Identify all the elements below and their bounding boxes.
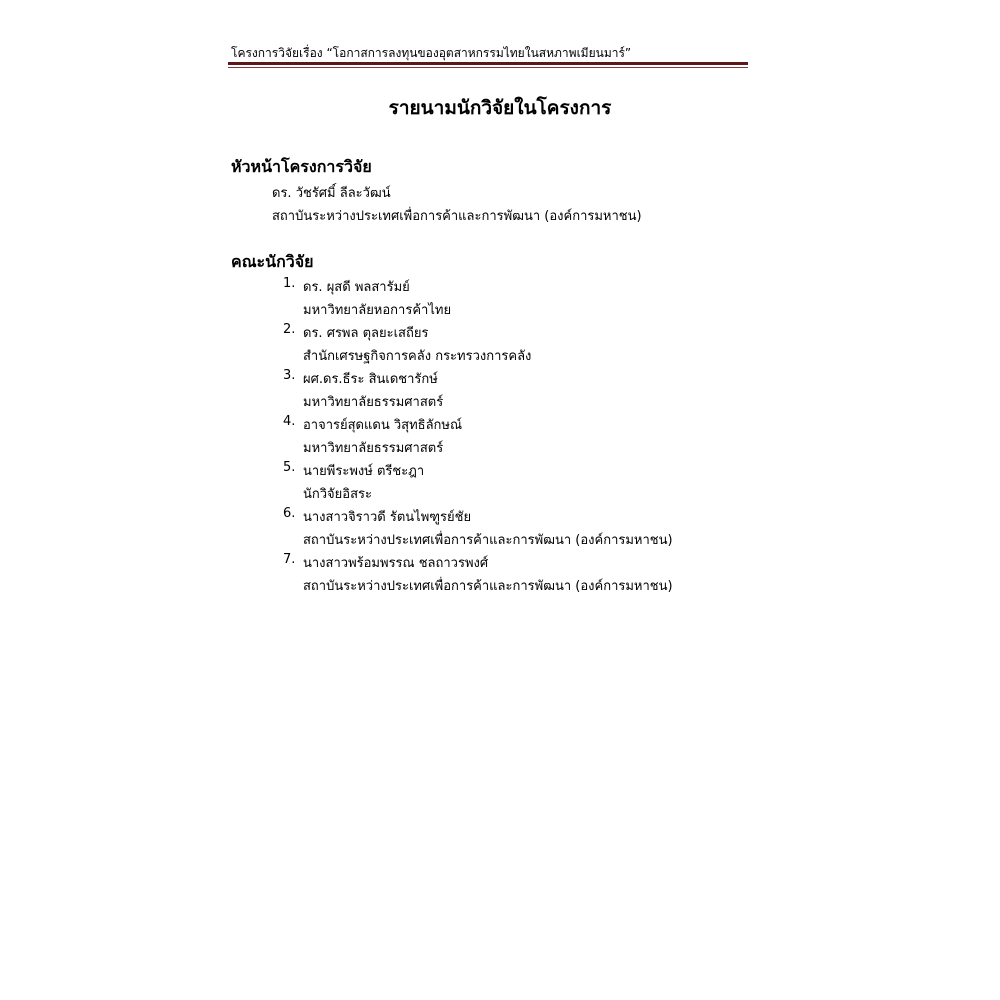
member-organization: มหาวิทยาลัยหอการค้าไทย <box>303 303 452 318</box>
member-name: ดร. ศรพล ตุลยะเสถียร <box>303 326 429 341</box>
member-number: 2. <box>283 322 296 337</box>
member-number: 4. <box>283 414 296 429</box>
member-name: นางสาวจิราวดี รัตนไพฑูรย์ชัย <box>303 510 472 525</box>
member-name: นางสาวพร้อมพรรณ ชลถาวรพงศ์ <box>303 556 489 571</box>
header-project-title: โครงการวิจัยเรื่อง “โอกาสการลงทุนของอุตสาหกรรมไทยในสหภาพเมียนมาร์” <box>231 46 632 60</box>
header-rule-thick <box>228 62 748 65</box>
project-lead-organization: สถาบันระหว่างประเทศเพื่อการค้าและการพัฒนา (องค์การมหาชน) <box>272 209 642 224</box>
member-organization: มหาวิทยาลัยธรรมศาสตร์ <box>303 395 444 410</box>
member-number: 6. <box>283 506 296 521</box>
document-title: รายนามนักวิจัยในโครงการ <box>388 97 612 119</box>
member-organization: สำนักเศรษฐกิจการคลัง กระทรวงการคลัง <box>303 349 532 364</box>
project-lead-heading: หัวหน้าโครงการวิจัย <box>231 157 372 176</box>
research-team-heading: คณะนักวิจัย <box>231 252 314 271</box>
member-organization: มหาวิทยาลัยธรรมศาสตร์ <box>303 441 444 456</box>
member-organization: นักวิจัยอิสระ <box>303 487 372 502</box>
member-name: อาจารย์สุดแดน วิสุทธิลักษณ์ <box>303 418 463 433</box>
member-number: 1. <box>283 276 296 291</box>
member-name: ดร. ผุสดี พลสารัมย์ <box>303 280 410 295</box>
member-organization: สถาบันระหว่างประเทศเพื่อการค้าและการพัฒนา (องค์การมหาชน) <box>303 533 673 548</box>
member-name: นายพีระพงษ์ ตรีชะฎา <box>303 464 425 479</box>
member-number: 7. <box>283 552 296 567</box>
member-organization: สถาบันระหว่างประเทศเพื่อการค้าและการพัฒนา (องค์การมหาชน) <box>303 579 673 594</box>
header-rule-thin <box>228 67 748 68</box>
member-name: ผศ.ดร.ธีระ สินเดชารักษ์ <box>303 372 438 387</box>
member-number: 3. <box>283 368 296 383</box>
project-lead-name: ดร. วัชรัศมิ์ ลีละวัฒน์ <box>272 186 391 201</box>
member-number: 5. <box>283 460 296 475</box>
